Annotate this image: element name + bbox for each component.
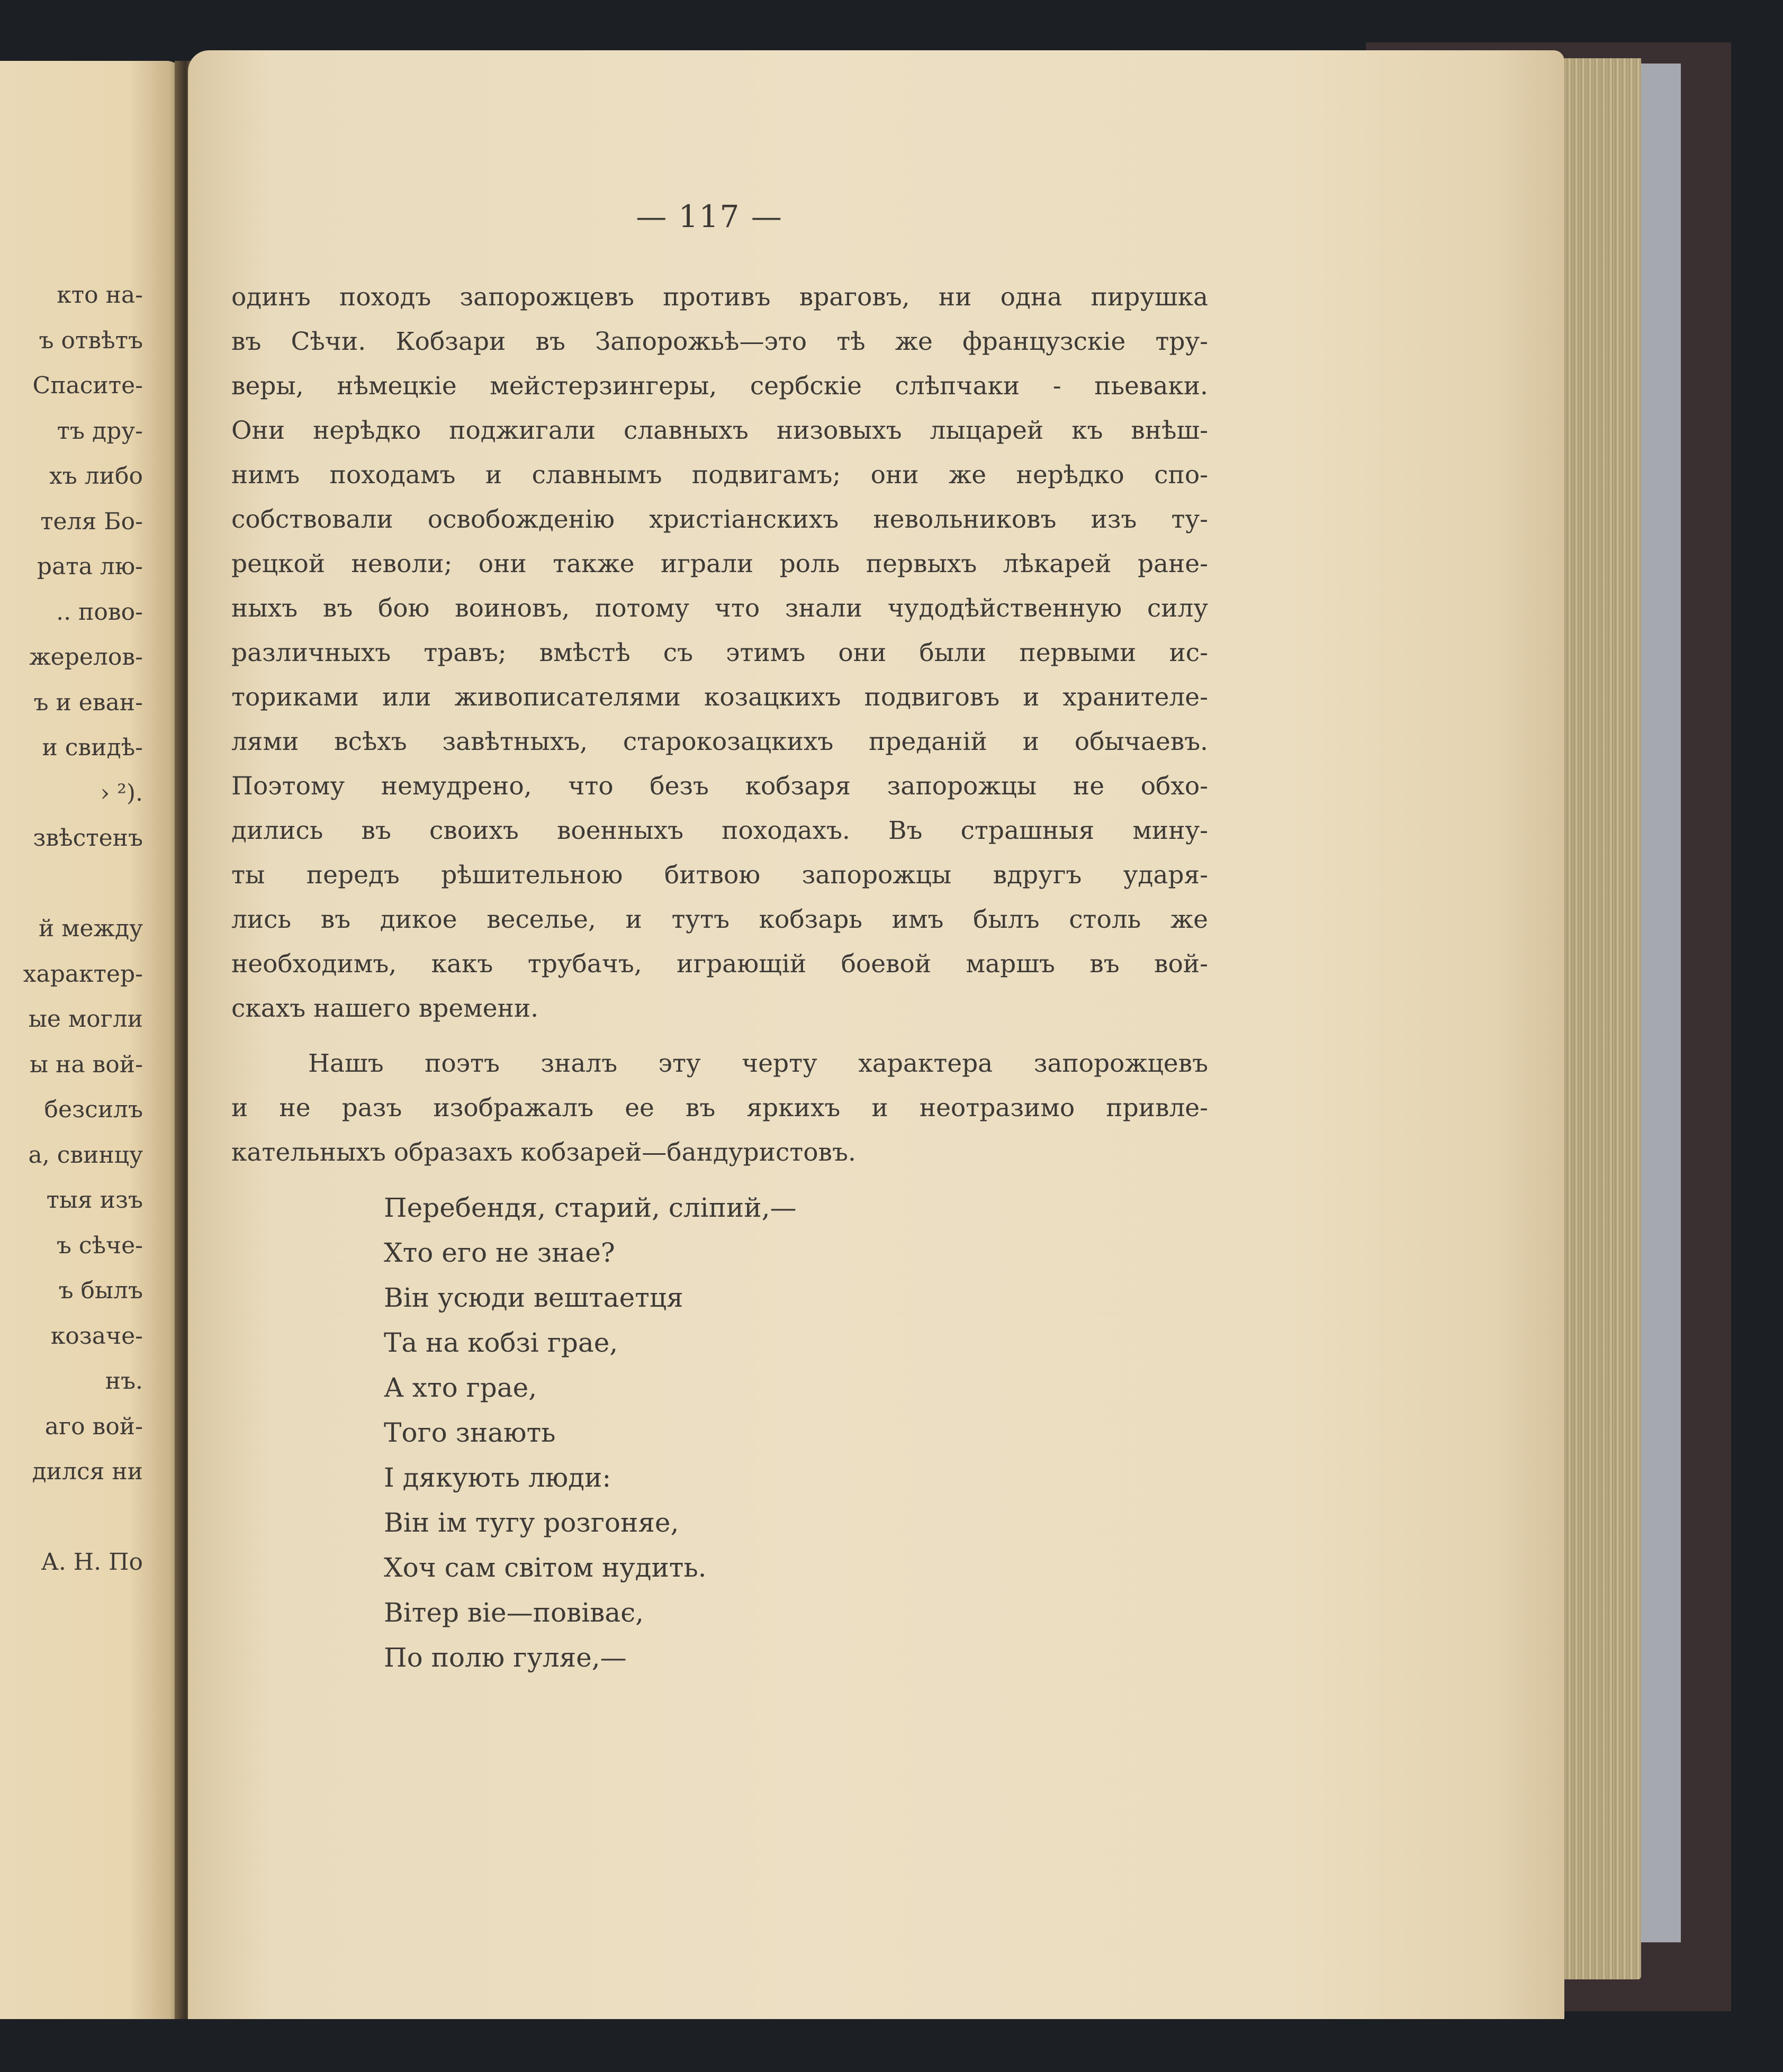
verse-line: І дякують люди:	[384, 1462, 611, 1493]
left-page	[0, 61, 183, 2019]
left-page-line: жерелов-	[29, 644, 143, 671]
text-line: ториками или живописателями козацкихъ подвиговъ и хранителе-	[231, 683, 1208, 712]
text-line: нимъ походамъ и славнымъ подвигамъ; они же нерѣдко спо-	[231, 460, 1208, 490]
left-page-line: кто на-	[57, 282, 143, 309]
text-line: различныхъ травъ; вмѣстѣ съ этимъ они были первыми ис-	[231, 638, 1208, 667]
text-line: дились въ своихъ военныхъ походахъ. Въ страшныя мину-	[231, 816, 1208, 845]
left-page-line	[0, 1495, 143, 1540]
left-page-line: нъ.	[105, 1368, 143, 1395]
left-page-line: ые могли	[28, 1006, 143, 1033]
left-page-line: тъ дру-	[57, 417, 143, 445]
text-line: Они нерѣдко поджигали славныхъ низовыхъ лыцарей къ внѣш-	[231, 416, 1208, 445]
verse-line: Перебендя, старий, сліпий,—	[384, 1192, 797, 1223]
text-line: и не разъ изображалъ ее въ яркихъ и неотразимо привле-	[231, 1093, 1208, 1123]
left-page-line: козаче-	[50, 1322, 143, 1350]
left-page-line: звѣстенъ	[33, 825, 143, 852]
left-page-line: ъ былъ	[58, 1277, 143, 1304]
left-page-line: рата лю-	[37, 553, 143, 580]
cover-board-edge	[1638, 64, 1681, 1942]
text-line: ныхъ въ бою воиновъ, потому что знали чудодѣйственную силу	[231, 594, 1208, 623]
left-page-line: безсилъ	[44, 1096, 143, 1123]
verse-block	[384, 1186, 796, 1680]
text-line: рецкой неволи; они также играли роль первыхъ лѣкарей ране-	[231, 549, 1208, 578]
left-page-line: й между	[38, 915, 143, 942]
paragraph-1	[231, 275, 1208, 1031]
text-line: въ Сѣчи. Кобзари въ Запорожьѣ—это тѣ же французскіе тру-	[231, 327, 1208, 356]
verse-line: По полю гуляе,—	[384, 1642, 627, 1673]
body-text	[231, 275, 1208, 1175]
text-line: Нашъ поэтъ зналъ эту черту характера запорожцевъ	[308, 1049, 1208, 1078]
verse-line: Хоч сам світом нудить.	[384, 1552, 707, 1583]
text-line: кательныхъ образахъ кобзарей—бандуристовъ.	[231, 1138, 856, 1167]
verse-line: Того знають	[384, 1417, 556, 1448]
left-page-line: › ²).	[100, 779, 143, 807]
verse-line: Хто его не знае?	[384, 1237, 615, 1268]
left-page-line: ъ и еван-	[33, 689, 143, 716]
left-page-line: ы на вой-	[29, 1051, 143, 1078]
left-page-line: дился ни	[32, 1458, 143, 1485]
left-page-line: ъ отвѣтъ	[39, 327, 143, 354]
text-line: собствовали освобожденію христіанскихъ невольниковъ изъ ту-	[231, 505, 1208, 534]
verse-line: Та на кобзі грае,	[384, 1327, 618, 1358]
text-line: скахъ нашего времени.	[231, 994, 539, 1023]
text-line: лями всѣхъ завѣтныхъ, старокозацкихъ преданій и обычаевъ.	[231, 727, 1208, 756]
left-page-line: хъ либо	[49, 463, 143, 490]
page-number: — 117 —	[636, 198, 783, 234]
left-page-text	[0, 273, 143, 1585]
verse-line: Він ім тугу розгоняе,	[384, 1507, 679, 1538]
left-page-line: тыя изъ	[46, 1187, 143, 1214]
text-line: необходимъ, какъ трубачъ, играющій боевой маршъ въ вой-	[231, 949, 1208, 979]
left-page-line: А. Н. По	[41, 1549, 143, 1576]
text-line: одинъ походъ запорожцевъ противъ враговъ, ни одна пирушка	[231, 283, 1208, 312]
verse-line: А хто грае,	[384, 1372, 537, 1403]
left-page-line	[0, 861, 143, 907]
text-line: лись въ дикое веселье, и тутъ кобзарь имъ былъ столь же	[231, 905, 1208, 934]
left-page-line: аго вой-	[44, 1413, 143, 1440]
verse-line: Вітер віе—повіває,	[384, 1597, 644, 1628]
left-page-line: характер-	[23, 960, 143, 988]
left-page-line: теля Бо-	[40, 508, 143, 535]
text-line: Поэтому немудрено, что безъ кобзаря запорожцы не обхо-	[231, 772, 1208, 801]
left-page-line: а, свинцу	[28, 1141, 143, 1169]
paragraph-2	[231, 1042, 1208, 1175]
text-line: ты передъ рѣшительною битвою запорожцы вдругъ ударя-	[231, 861, 1208, 890]
left-page-line: .. пово-	[56, 598, 143, 626]
page-fore-edge	[1551, 58, 1641, 1979]
verse-line: Він усюди вештаетця	[384, 1282, 683, 1313]
left-page-line: и свидѣ-	[42, 734, 143, 761]
left-page-line: Спасите-	[32, 372, 143, 399]
left-page-line: ъ сѣче-	[56, 1232, 143, 1259]
text-line: веры, нѣмецкіе мейстерзингеры, сербскіе слѣпчаки - пьеваки.	[231, 372, 1208, 401]
